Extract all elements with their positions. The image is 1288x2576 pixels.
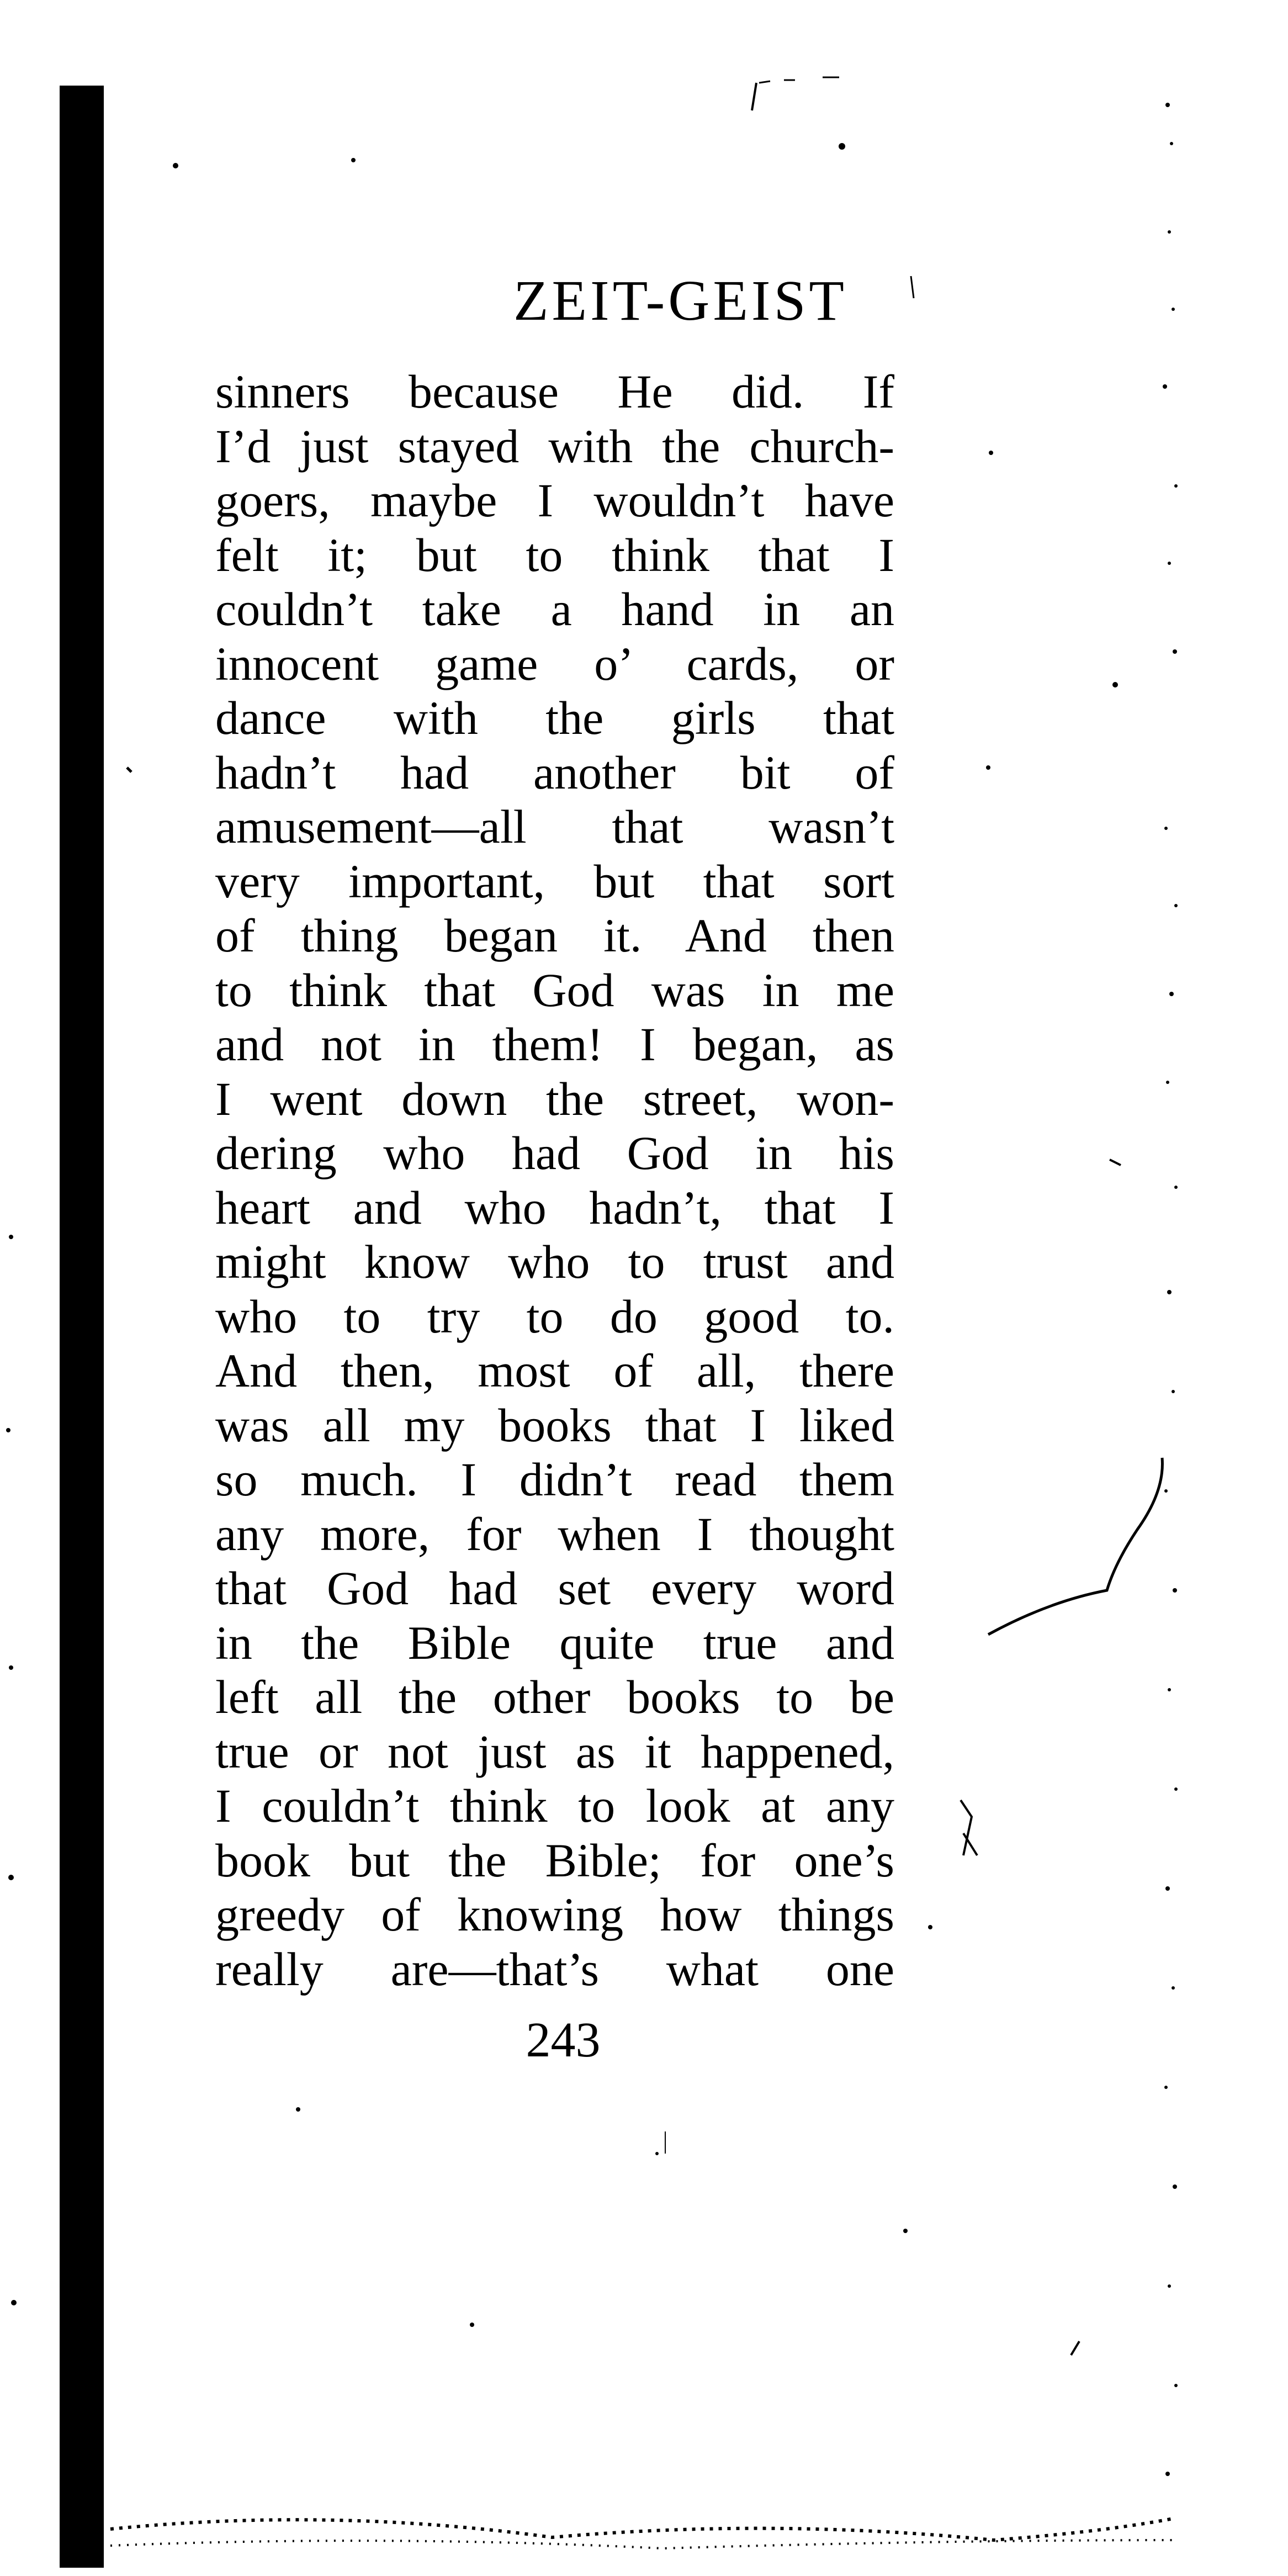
text-line: of thing began it. And then [215, 909, 894, 962]
text-line: book but the Bible; for one’s [215, 1833, 894, 1887]
text-line: felt it; but to think that I [215, 528, 894, 581]
text-line: so much. I didn’t read them [215, 1453, 894, 1506]
text-line: I went down the street, won- [215, 1072, 894, 1125]
text-line: in the Bible quite true and [215, 1616, 894, 1669]
text-line: to think that God was in me [215, 963, 894, 1017]
text-line: that God had set every word [215, 1562, 894, 1615]
text-line: And then, most of all, there [215, 1344, 894, 1397]
text-line: innocent game o’ cards, or [215, 637, 894, 690]
text-line: greedy of knowing how things [215, 1888, 894, 1941]
text-line: who to try to do good to. [215, 1289, 894, 1343]
binding-edge-shadow [60, 86, 104, 2568]
text-line: left all the other books to be [215, 1670, 894, 1723]
text-line: true or not just as it happened, [215, 1725, 894, 1778]
text-line: really are—that’s what one [215, 1942, 894, 1996]
text-line: I’d just stayed with the church- [215, 419, 894, 473]
text-line: and not in them! I began, as [215, 1018, 894, 1071]
text-line: heart and who hadn’t, that I [215, 1181, 894, 1234]
text-line: goers, maybe I wouldn’t have [215, 474, 894, 527]
text-line: dering who had God in his [215, 1126, 894, 1179]
text-line: any more, for when I thought [215, 1507, 894, 1561]
text-line: dance with the girls that [215, 691, 894, 744]
text-line: sinners because He did. If [215, 365, 894, 418]
running-head: ZEIT-GEIST [513, 269, 847, 332]
text-line: was all my books that I liked [215, 1398, 894, 1452]
text-line: very important, but that sort [215, 854, 894, 908]
text-line: couldn’t take a hand in an [215, 583, 894, 636]
text-line: hadn’t had another bit of [215, 745, 894, 799]
text-line: amusement—all that wasn’t [215, 800, 894, 853]
text-line: might know who to trust and [215, 1235, 894, 1288]
body-text [215, 364, 894, 1996]
text-line: I couldn’t think to look at any [215, 1779, 894, 1832]
page-number: 243 [526, 2013, 601, 2067]
